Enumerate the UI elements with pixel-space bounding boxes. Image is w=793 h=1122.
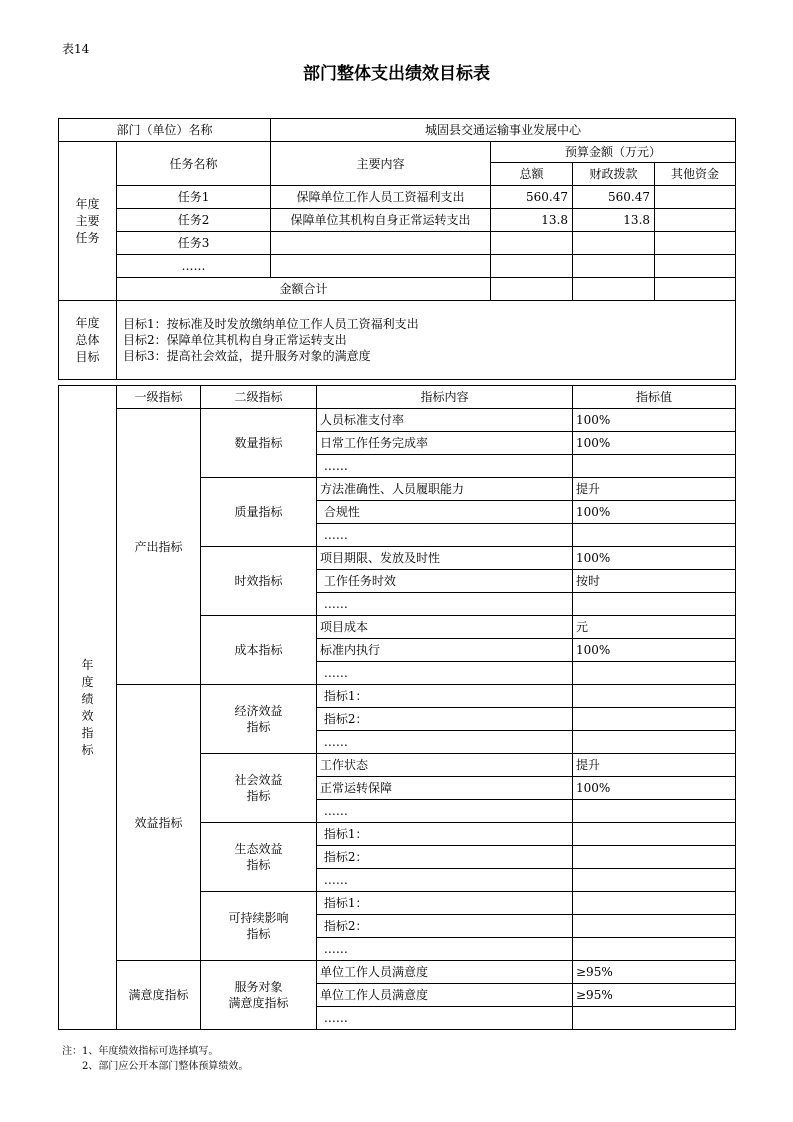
col-indicator-content: 指标内容 [317, 386, 573, 409]
indicator-content: …… [317, 524, 573, 547]
indicator-content: 指标1： [317, 892, 573, 915]
footnote-line: 2、部门应公开本部门整体预算绩效。 [62, 1061, 249, 1072]
task-total: 13.8 [491, 209, 573, 232]
indicator-value [573, 915, 736, 938]
indicator-value [573, 708, 736, 731]
indicator-content: …… [317, 938, 573, 961]
task-fiscal: 560.47 [573, 186, 655, 209]
timeliness-indicator-label: 时效指标 [201, 547, 317, 616]
indicator-content: 方法准确性、人员履职能力 [317, 478, 573, 501]
unit-name-label: 部门（单位）名称 [59, 119, 271, 142]
economic-indicator-label: 经济效益 指标 [201, 685, 317, 754]
indicator-content: 项目期限、发放及时性 [317, 547, 573, 570]
task-total: 560.47 [491, 186, 573, 209]
task-other [655, 232, 736, 255]
indicator-content: …… [317, 593, 573, 616]
task-row [59, 232, 736, 255]
annual-tasks-label: 年度 主要 任务 [59, 142, 117, 301]
indicator-value [573, 524, 736, 547]
page-title: 部门整体支出绩效目标表 [303, 64, 490, 84]
unit-name-value: 城固县交通运输事业发展中心 [271, 119, 736, 142]
goal-line: 目标3：提高社会效益，提升服务对象的满意度 [123, 349, 371, 363]
task-other [655, 186, 736, 209]
col-budget-amount: 预算金额（万元） [491, 142, 736, 163]
col-other: 其他资金 [655, 163, 736, 186]
indicator-content: …… [317, 1007, 573, 1030]
task-content: 保障单位其机构自身正常运转支出 [271, 209, 491, 232]
amount-total-other [655, 278, 736, 301]
task-content: 保障单位工作人员工资福利支出 [271, 186, 491, 209]
indicator-value [573, 846, 736, 869]
indicator-value: 100% [573, 409, 736, 432]
col-level1: 一级指标 [117, 386, 201, 409]
indicator-content: 单位工作人员满意度 [317, 984, 573, 1007]
sustainable-indicator-label: 可持续影响 指标 [201, 892, 317, 961]
indicator-value: 提升 [573, 754, 736, 777]
indicator-value [573, 455, 736, 478]
amount-total-total [491, 278, 573, 301]
ecological-indicator-label: 生态效益 指标 [201, 823, 317, 892]
goal-line: 目标2：保障单位其机构自身正常运转支出 [123, 333, 347, 347]
cost-indicator-label: 成本指标 [201, 616, 317, 685]
col-level2: 二级指标 [201, 386, 317, 409]
task-fiscal: 13.8 [573, 209, 655, 232]
social-indicator-label: 社会效益 指标 [201, 754, 317, 823]
indicator-value [573, 892, 736, 915]
task-row [59, 255, 736, 278]
indicator-content: 工作任务时效 [317, 570, 573, 593]
indicator-value [573, 685, 736, 708]
indicator-content: 指标1： [317, 685, 573, 708]
indicator-value [573, 823, 736, 846]
task-table [58, 118, 736, 380]
quality-indicator-label: 质量指标 [201, 478, 317, 547]
task-total [491, 255, 573, 278]
indicator-value: 100% [573, 432, 736, 455]
annual-goals [117, 301, 736, 380]
indicator-value: 100% [573, 547, 736, 570]
task-row [59, 186, 736, 209]
indicator-value [573, 1007, 736, 1030]
quantity-indicator-label: 数量指标 [201, 409, 317, 478]
service-satisfaction-label: 服务对象 满意度指标 [201, 961, 317, 1030]
task-name: 任务3 [117, 232, 271, 255]
task-total [491, 232, 573, 255]
satisfaction-indicator-label: 满意度指标 [117, 961, 201, 1030]
indicator-content: …… [317, 731, 573, 754]
footnote-line: 注：1、年度绩效指标可选择填写。 [62, 1046, 219, 1057]
indicator-content: 工作状态 [317, 754, 573, 777]
indicator-content: 单位工作人员满意度 [317, 961, 573, 984]
indicator-content: …… [317, 455, 573, 478]
indicator-value: 按时 [573, 570, 736, 593]
indicator-content: 项目成本 [317, 616, 573, 639]
amount-total-fiscal [573, 278, 655, 301]
output-indicator-label: 产出指标 [117, 409, 201, 685]
task-fiscal [573, 232, 655, 255]
indicator-content: 指标2： [317, 915, 573, 938]
indicator-content: …… [317, 869, 573, 892]
col-fiscal: 财政拨款 [573, 163, 655, 186]
indicator-table [58, 385, 736, 1030]
table-number: 表14 [62, 42, 90, 56]
col-indicator-value: 指标值 [573, 386, 736, 409]
indicator-content: 标准内执行 [317, 639, 573, 662]
footnotes [62, 1044, 248, 1074]
task-content [271, 232, 491, 255]
indicator-content: 正常运转保障 [317, 777, 573, 800]
indicator-content: 合规性 [317, 501, 573, 524]
annual-goals-label: 年度 总体 目标 [59, 301, 117, 380]
benefit-indicator-label: 效益指标 [117, 685, 201, 961]
indicator-value [573, 593, 736, 616]
annual-indicators-label: 年 度 绩 效 指 标 [59, 386, 117, 1030]
indicator-content: …… [317, 800, 573, 823]
indicator-content: 日常工作任务完成率 [317, 432, 573, 455]
indicator-value [573, 938, 736, 961]
task-name: …… [117, 255, 271, 278]
indicator-content: 指标2： [317, 708, 573, 731]
indicator-value: 元 [573, 616, 736, 639]
indicator-value: 100% [573, 501, 736, 524]
task-row [59, 209, 736, 232]
indicator-value [573, 800, 736, 823]
task-fiscal [573, 255, 655, 278]
task-content [271, 255, 491, 278]
indicator-value: 提升 [573, 478, 736, 501]
task-name: 任务2 [117, 209, 271, 232]
amount-total-label: 金额合计 [117, 278, 491, 301]
indicator-value: 100% [573, 639, 736, 662]
indicator-content: 人员标准支付率 [317, 409, 573, 432]
task-name: 任务1 [117, 186, 271, 209]
indicator-value: ≥95% [573, 961, 736, 984]
col-main-content: 主要内容 [271, 142, 491, 186]
indicator-content: 指标1： [317, 823, 573, 846]
task-other [655, 209, 736, 232]
indicator-content: 指标2： [317, 846, 573, 869]
task-other [655, 255, 736, 278]
col-task-name: 任务名称 [117, 142, 271, 186]
goal-line: 目标1：按标准及时发放缴纳单位工作人员工资福利支出 [123, 317, 419, 331]
indicator-value [573, 731, 736, 754]
indicator-value: ≥95% [573, 984, 736, 1007]
col-total: 总额 [491, 163, 573, 186]
indicator-value [573, 869, 736, 892]
indicator-content: …… [317, 662, 573, 685]
indicator-value: 100% [573, 777, 736, 800]
indicator-value [573, 662, 736, 685]
